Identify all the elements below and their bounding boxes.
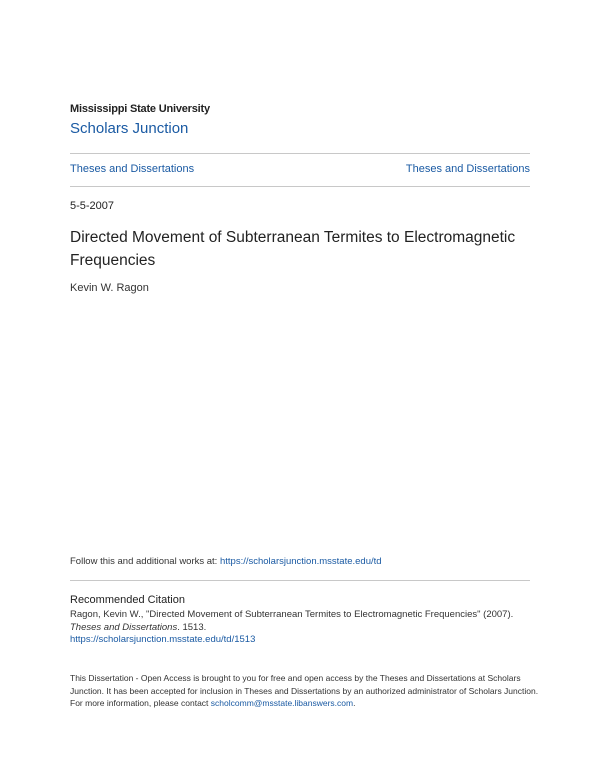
footer-end: . [353,698,356,708]
citation-line: Ragon, Kevin W., "Directed Movement of Subterranean Termites to Electromagnetic Frequencies" (2007). [70,609,514,620]
citation-series: Theses and Dissertations [70,621,178,633]
follow-line [70,556,382,567]
publication-date: 5-5-2007 [70,200,115,212]
collection-link-left[interactable]: Theses and Dissertations [70,163,195,175]
footer-text: This Dissertation - Open Access is brought to you for free and open access by the Theses and Dissertations at Scholars Junction. It has been accepted for inclusion in Theses and Dissertations by an authorized administrator of Scholars Junction. For more information, please contact [70,673,539,708]
divider-citation [70,580,530,581]
institution-name: Mississippi State University [70,103,210,115]
collection-link-right[interactable]: Theses and Dissertations [405,163,530,175]
contact-email-link[interactable]: scholcomm@msstate.libanswers.com [210,698,354,708]
document-title: Directed Movement of Subterranean Termites to Electromagnetic Frequencies [70,229,516,269]
citation-series-line [70,622,540,635]
follow-text: Follow this and additional works at: [70,556,220,567]
repository-link[interactable]: Scholars Junction [70,120,189,137]
follow-link[interactable]: https://scholarsjunction.msstate.edu/td [219,556,382,567]
author-name: Kevin W. Ragon [70,282,149,294]
divider-top [70,153,530,154]
divider-collections [70,186,530,187]
footer-notice [70,672,540,710]
citation-number: . 1513. [177,621,207,633]
citation-heading: Recommended Citation [70,594,185,606]
citation-block [70,609,540,647]
citation-link[interactable]: https://scholarsjunction.msstate.edu/td/1513 [70,634,256,645]
